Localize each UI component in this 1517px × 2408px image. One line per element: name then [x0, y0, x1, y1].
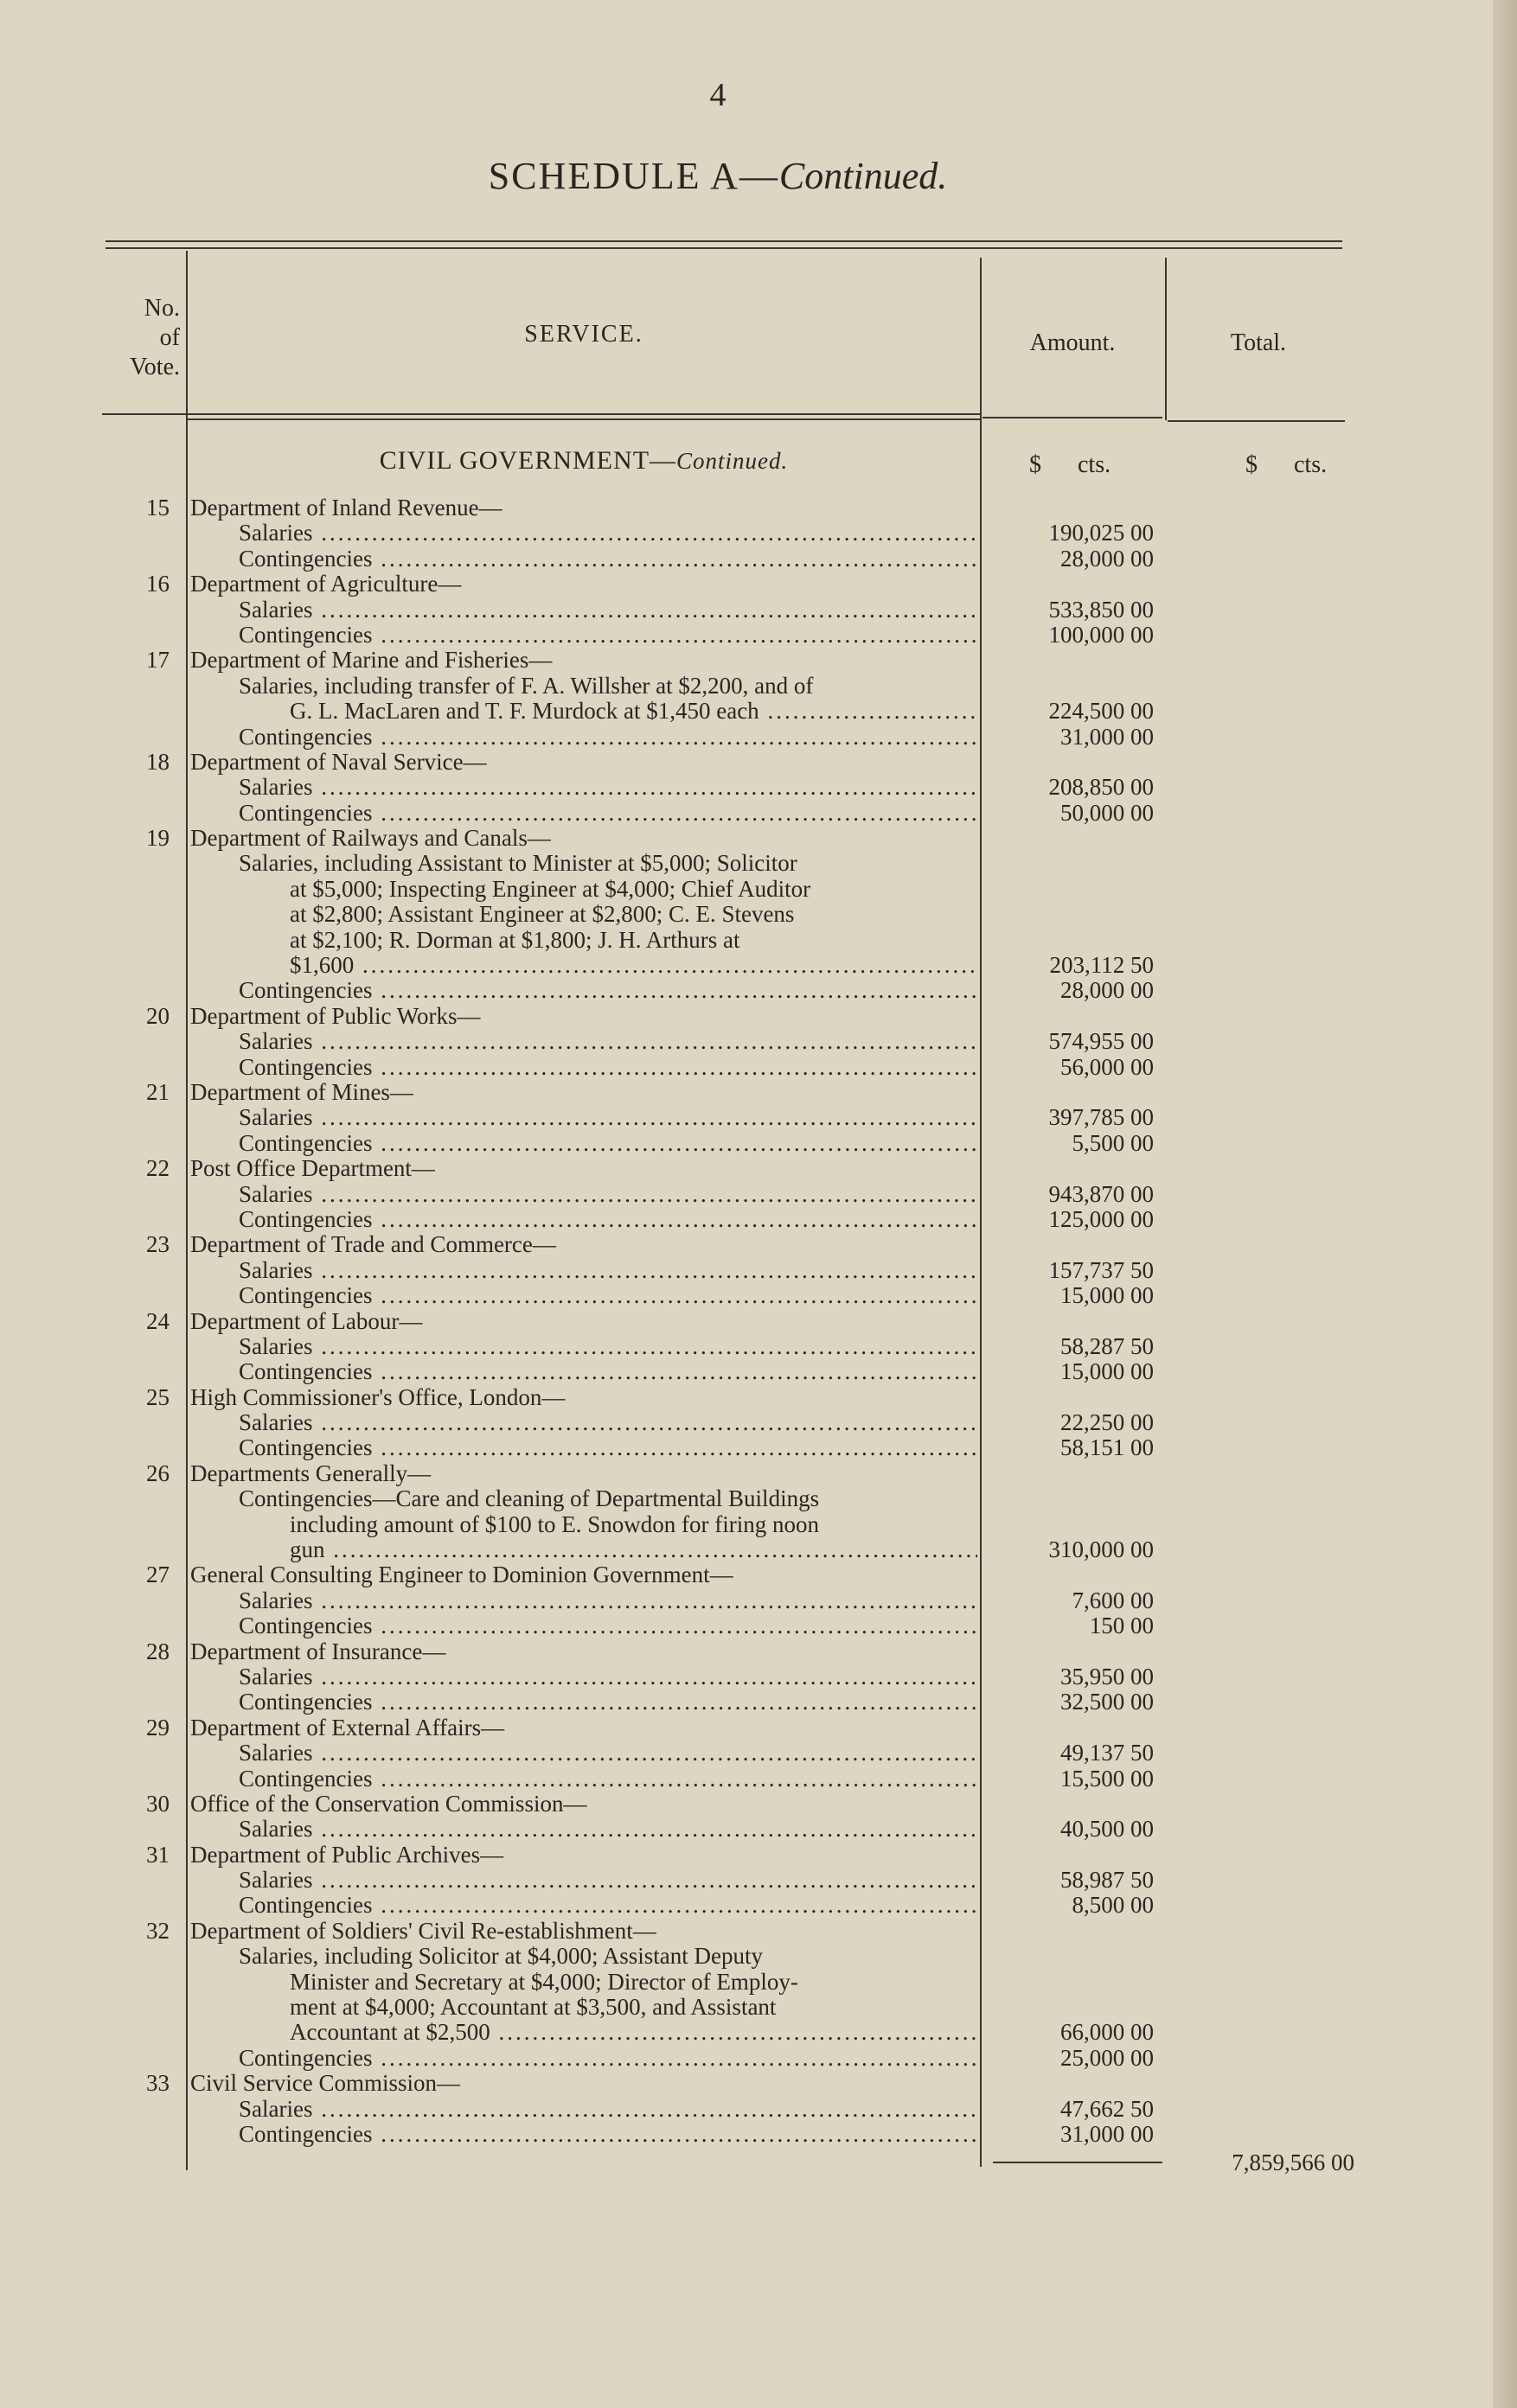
- table-row: [0, 699, 1517, 724]
- amount-value: 203,112 50: [1049, 952, 1154, 979]
- service-text: Contingencies .....: [239, 1766, 977, 1792]
- grand-total: 7,859,566 00: [1232, 2149, 1354, 2175]
- amount-value: 50,000 00: [1060, 799, 1154, 826]
- service-text: Department of Public Archives—: [190, 1842, 504, 1868]
- table-row: [0, 1385, 1517, 1410]
- amount-value: 15,500 00: [1060, 1765, 1154, 1792]
- amount-value: 125,000 00: [1048, 1205, 1154, 1232]
- table-row: [0, 1639, 1517, 1664]
- service-text: Salaries .....: [239, 597, 977, 623]
- service-text: Post Office Department—: [190, 1156, 435, 1182]
- table-row: [0, 1182, 1517, 1207]
- service-text: Salaries .....: [239, 1588, 977, 1613]
- service-text: at $2,800; Assistant Engineer at $2,800; C. E. Stevens: [290, 902, 795, 928]
- table-row: [0, 1258, 1517, 1283]
- service-text: Accountant at $2,500 .....: [290, 2020, 977, 2045]
- table-row: [0, 1309, 1517, 1334]
- table-row: [0, 1334, 1517, 1359]
- header-rule-bottom: [102, 413, 980, 415]
- table-row: [0, 1766, 1517, 1792]
- amount-value: 25,000 00: [1060, 2044, 1154, 2071]
- table-row: [0, 1792, 1517, 1817]
- section-heading: CIVIL GOVERNMENT—Continued.: [379, 446, 789, 475]
- service-text: General Consulting Engineer to Dominion Government—: [190, 1562, 733, 1588]
- service-text: Salaries .....: [239, 521, 977, 546]
- table-row: [0, 1232, 1517, 1257]
- amount-header-rule: [983, 417, 1162, 418]
- service-text: Minister and Secretary at $4,000; Director of Employ-: [290, 1969, 798, 1995]
- table-row: [0, 1919, 1517, 1944]
- service-text: Contingencies .....: [239, 546, 977, 572]
- table-row: [0, 572, 1517, 597]
- table-row: [0, 495, 1517, 521]
- amount-value: 58,287 50: [1060, 1332, 1154, 1359]
- vote-number: 22: [146, 1155, 170, 1182]
- amount-value: 100,000 00: [1048, 621, 1154, 648]
- service-text: G. L. MacLaren and T. F. Murdock at $1,450 each .....: [290, 699, 977, 724]
- vote-number: 16: [146, 571, 170, 597]
- service-text: at $2,100; R. Dorman at $1,800; J. H. Arthurs at: [290, 927, 740, 953]
- service-text: Salaries .....: [239, 1868, 977, 1893]
- amount-value: 310,000 00: [1048, 1536, 1154, 1563]
- table-row: [0, 2071, 1517, 2096]
- service-text: gun .....: [290, 1537, 977, 1562]
- service-text: Contingencies .....: [239, 1435, 977, 1460]
- service-text: Contingencies .....: [239, 1893, 977, 1918]
- service-text: Contingencies .....: [239, 2046, 977, 2071]
- service-text: Salaries, including Solicitor at $4,000; Assistant Deputy: [239, 1944, 763, 1970]
- service-text: Department of Mines—: [190, 1079, 413, 1105]
- table-row: [0, 877, 1517, 902]
- header-amount: Amount.: [1029, 329, 1116, 356]
- service-text: Contingencies .....: [239, 801, 977, 826]
- table-row: [0, 1893, 1517, 1918]
- service-text: Contingencies .....: [239, 2122, 977, 2147]
- amount-value: 28,000 00: [1060, 977, 1154, 1004]
- vote-number: 25: [146, 1383, 170, 1410]
- service-text: Department of Public Works—: [190, 1003, 481, 1029]
- page-title: SCHEDULE A—Continued.: [488, 155, 948, 197]
- service-text: Salaries, including Assistant to Minister at $5,000; Solicitor: [239, 851, 797, 877]
- vote-number: 23: [146, 1231, 170, 1258]
- vote-number: 29: [146, 1714, 170, 1741]
- amount-value: 397,785 00: [1048, 1104, 1154, 1131]
- amount-value: 22,250 00: [1060, 1409, 1154, 1436]
- table-row: [0, 2097, 1517, 2122]
- amount-value: 15,000 00: [1060, 1358, 1154, 1385]
- amount-value: 28,000 00: [1060, 545, 1154, 572]
- amount-value: 58,151 00: [1060, 1434, 1154, 1461]
- service-text: Department of Labour—: [190, 1308, 423, 1334]
- table-row: [0, 750, 1517, 775]
- amount-value: 58,987 50: [1060, 1867, 1154, 1894]
- service-text: Salaries .....: [239, 775, 977, 800]
- table-row: [0, 1461, 1517, 1486]
- service-text: Contingencies .....: [239, 1359, 977, 1384]
- service-text: Contingencies .....: [239, 1689, 977, 1715]
- table-row: [0, 1562, 1517, 1587]
- schedule-rows: [0, 495, 1517, 2147]
- service-text: Department of Marine and Fisheries—: [190, 648, 553, 674]
- header-service: SERVICE.: [524, 321, 643, 348]
- table-row: [0, 978, 1517, 1003]
- table-row: [0, 1410, 1517, 1435]
- service-text: Salaries .....: [239, 1029, 977, 1054]
- service-text: Contingencies—Care and cleaning of Departmental Buildings: [239, 1486, 820, 1512]
- table-row: [0, 1080, 1517, 1105]
- vote-number: 24: [146, 1307, 170, 1334]
- service-text: Salaries .....: [239, 2097, 977, 2122]
- service-text: Contingencies .....: [239, 623, 977, 648]
- table-row: [0, 1995, 1517, 2020]
- amount-value: 208,850 00: [1048, 774, 1154, 801]
- table-row: [0, 2046, 1517, 2071]
- amount-value: 150 00: [1089, 1613, 1154, 1639]
- amount-value: 7,600 00: [1072, 1587, 1154, 1613]
- amount-value: 15,000 00: [1060, 1282, 1154, 1309]
- amount-unit-label: $ cts.: [1029, 451, 1111, 478]
- header-total: Total.: [1230, 329, 1287, 356]
- header-no-of-vote: No. of Vote.: [130, 295, 180, 380]
- table-row: [0, 928, 1517, 953]
- vote-number: 33: [146, 2070, 170, 2097]
- service-text: Department of Naval Service—: [190, 749, 487, 775]
- service-text: Salaries .....: [239, 1182, 977, 1207]
- amount-value: 224,500 00: [1048, 698, 1154, 725]
- service-text: Salaries .....: [239, 1105, 977, 1130]
- vote-number: 26: [146, 1459, 170, 1486]
- service-text: ment at $4,000; Accountant at $3,500, and Assistant: [290, 1995, 777, 2021]
- service-text: Salaries .....: [239, 1741, 977, 1766]
- amount-value: 190,025 00: [1048, 520, 1154, 546]
- service-text: Department of Insurance—: [190, 1638, 446, 1664]
- table-row: [0, 775, 1517, 800]
- total-header-rule: [1168, 420, 1345, 422]
- vote-number: 17: [146, 647, 170, 674]
- table-row: [0, 1664, 1517, 1689]
- amount-value: 943,870 00: [1048, 1180, 1154, 1207]
- service-text: Salaries, including transfer of F. A. Willsher at $2,200, and of: [239, 673, 814, 699]
- vote-number: 18: [146, 748, 170, 775]
- service-text: Salaries .....: [239, 1410, 977, 1435]
- table-row: [0, 597, 1517, 623]
- amount-value: 47,662 50: [1060, 2095, 1154, 2122]
- service-text: Salaries .....: [239, 1664, 977, 1689]
- service-text: Salaries .....: [239, 1334, 977, 1359]
- service-text: Department of Agriculture—: [190, 572, 462, 597]
- table-row: [0, 851, 1517, 876]
- service-text: Contingencies .....: [239, 1055, 977, 1080]
- service-text: Contingencies .....: [239, 725, 977, 750]
- vote-number: 28: [146, 1638, 170, 1664]
- table-row: [0, 1055, 1517, 1080]
- service-text: Department of Inland Revenue—: [190, 495, 502, 521]
- service-text: Salaries .....: [239, 1258, 977, 1283]
- amount-value: 32,500 00: [1060, 1689, 1154, 1715]
- service-text: including amount of $100 to E. Snowdon for firing noon: [290, 1511, 819, 1537]
- service-text: Department of Soldiers' Civil Re-establishment—: [190, 1918, 656, 1944]
- service-text: Contingencies .....: [239, 1207, 977, 1232]
- amount-value: 574,955 00: [1048, 1028, 1154, 1055]
- service-text: at $5,000; Inspecting Engineer at $4,000; Chief Auditor: [290, 876, 811, 902]
- vote-number: 15: [146, 495, 170, 521]
- table-row: [0, 1868, 1517, 1893]
- table-row: [0, 1435, 1517, 1460]
- table-row: [0, 2020, 1517, 2045]
- service-text: Civil Service Commission—: [190, 2071, 461, 2097]
- table-row: [0, 1689, 1517, 1715]
- service-text: Department of Railways and Canals—: [190, 826, 551, 852]
- table-row: [0, 1741, 1517, 1766]
- amount-value: 31,000 00: [1060, 2121, 1154, 2147]
- header-rule-bottom-2: [186, 418, 980, 420]
- table-row: [0, 674, 1517, 699]
- service-text: High Commissioner's Office, London—: [190, 1384, 566, 1410]
- service-text: Contingencies .....: [239, 1131, 977, 1156]
- table-row: [0, 1486, 1517, 1511]
- table-row: [0, 1715, 1517, 1741]
- total-unit-label: $ cts.: [1245, 451, 1328, 478]
- table-row: [0, 521, 1517, 546]
- service-text: Office of the Conservation Commission—: [190, 1791, 587, 1817]
- vote-number: 21: [146, 1078, 170, 1105]
- service-text: Departments Generally—: [190, 1460, 432, 1486]
- amount-value: 5,500 00: [1072, 1129, 1154, 1156]
- service-text: Department of Trade and Commerce—: [190, 1232, 556, 1258]
- table-row: [0, 546, 1517, 572]
- table-row: [0, 725, 1517, 750]
- column-divider-amount: [1165, 258, 1167, 420]
- header-rule-top: [106, 240, 1342, 242]
- table-row: [0, 1207, 1517, 1232]
- table-row: [0, 1537, 1517, 1562]
- amount-value: 35,950 00: [1060, 1663, 1154, 1689]
- table-row: [0, 1817, 1517, 1842]
- service-text: Salaries .....: [239, 1817, 977, 1842]
- table-row: [0, 648, 1517, 673]
- table-row: [0, 953, 1517, 978]
- table-row: [0, 1283, 1517, 1308]
- amount-value: 533,850 00: [1048, 596, 1154, 623]
- vote-number: 32: [146, 1917, 170, 1944]
- table-row: [0, 623, 1517, 648]
- amount-value: 157,737 50: [1048, 1256, 1154, 1283]
- table-row: [0, 1588, 1517, 1613]
- amount-value: 40,500 00: [1060, 1816, 1154, 1843]
- vote-number: 27: [146, 1562, 170, 1588]
- amount-value: 56,000 00: [1060, 1053, 1154, 1080]
- table-row: [0, 1359, 1517, 1384]
- table-row: [0, 1944, 1517, 1969]
- service-text: Contingencies .....: [239, 1283, 977, 1308]
- vote-number: 20: [146, 1002, 170, 1029]
- table-row: [0, 1004, 1517, 1029]
- amount-value: 8,500 00: [1072, 1892, 1154, 1919]
- table-row: [0, 1613, 1517, 1638]
- vote-number: 31: [146, 1841, 170, 1868]
- service-text: $1,600 .....: [290, 953, 977, 978]
- vote-number: 19: [146, 825, 170, 852]
- table-row: [0, 1131, 1517, 1156]
- table-row: [0, 1029, 1517, 1054]
- service-text: Contingencies .....: [239, 1613, 977, 1638]
- table-row: [0, 902, 1517, 927]
- total-rule: [993, 2162, 1162, 2163]
- amount-value: 66,000 00: [1060, 2019, 1154, 2046]
- table-row: [0, 1156, 1517, 1181]
- service-text: Department of External Affairs—: [190, 1715, 505, 1741]
- vote-number: 30: [146, 1790, 170, 1817]
- header-rule-top-2: [106, 247, 1342, 249]
- table-row: [0, 1970, 1517, 1995]
- table-row: [0, 1512, 1517, 1537]
- table-row: [0, 1105, 1517, 1130]
- table-row: [0, 826, 1517, 851]
- service-text: Contingencies .....: [239, 978, 977, 1003]
- table-row: [0, 1843, 1517, 1868]
- table-row: [0, 2122, 1517, 2147]
- amount-value: 49,137 50: [1060, 1740, 1154, 1766]
- table-row: [0, 801, 1517, 826]
- amount-value: 31,000 00: [1060, 723, 1154, 750]
- page-number: 4: [709, 77, 726, 113]
